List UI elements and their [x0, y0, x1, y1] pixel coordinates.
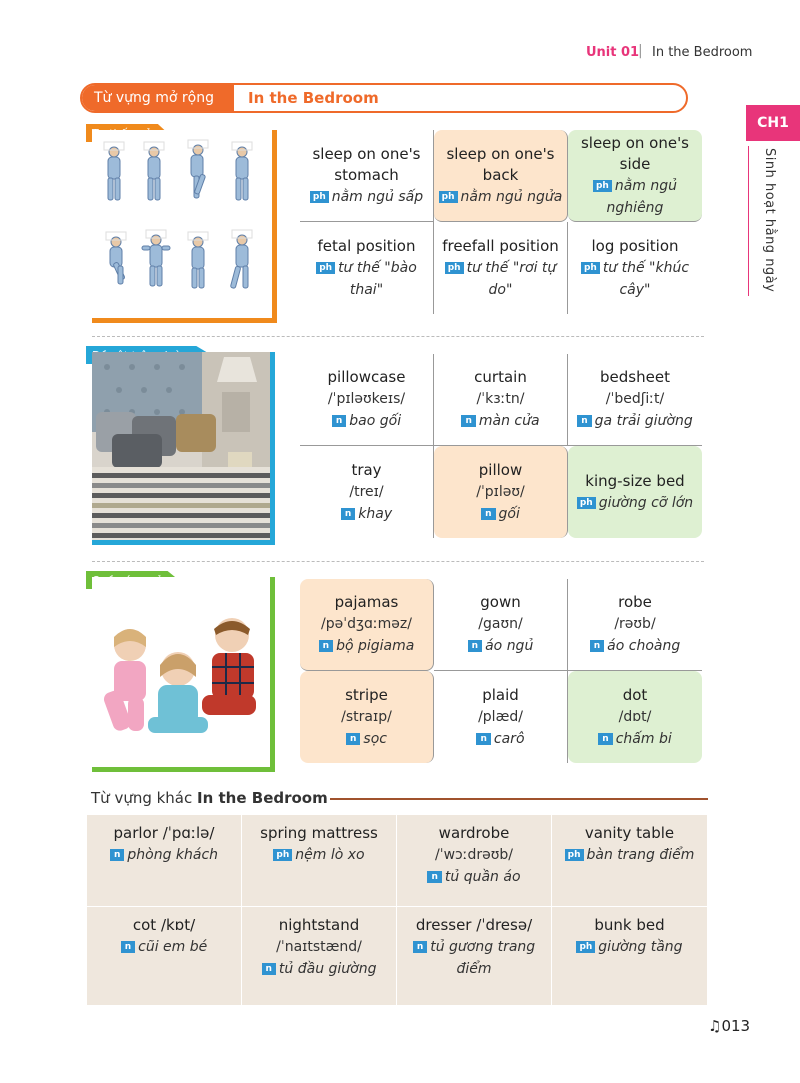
pos-badge: n [468, 640, 482, 652]
vocab-word: bunk bed [594, 916, 665, 934]
vocab-meaning: áo ngủ [485, 638, 534, 654]
pos-badge: ph [273, 849, 292, 861]
vocab-cell [300, 354, 434, 446]
pos-badge: ph [445, 262, 464, 274]
pos-badge: ph [310, 191, 329, 203]
banner-topic: In the Bedroom [248, 89, 379, 107]
children-icon [92, 577, 270, 767]
pos-badge: n [413, 941, 427, 953]
vocab-meaning: tủ quần áo [444, 869, 521, 885]
vocab-meaning: carô [493, 730, 525, 747]
vocab-word: bedsheet [600, 368, 670, 386]
vocab-grid-bed-items [300, 354, 702, 538]
other-vocab-table [87, 815, 707, 1005]
vocab-cell [300, 222, 434, 314]
pos-badge: ph [576, 941, 595, 953]
section-banner [80, 83, 688, 113]
vocab-meaning: phòng khách [127, 847, 219, 863]
vocab-ipa: /plæd/ [478, 708, 523, 725]
page-number: 013 [721, 1017, 751, 1035]
other-vocab-title [91, 789, 328, 807]
unit-label: Unit 01 [586, 45, 640, 60]
chapter-title: Sinh hoạt hằng ngày [762, 148, 777, 293]
sleeping-positions-illustration [92, 130, 277, 323]
vocab-word: freefall position [442, 236, 559, 255]
vocab-meaning: ga trải giường [594, 413, 693, 429]
vocab-meaning: chấm bi [615, 730, 672, 747]
page-number-area [708, 1017, 750, 1035]
vocab-meaning: tư thế "bào thai" [338, 259, 417, 298]
vocab-word: vanity table [584, 824, 675, 842]
vocab-ipa: /gaʊn/ [478, 616, 523, 632]
other-vocab-prefix: Từ vựng khác [91, 789, 193, 807]
vocab-meaning: cũi em bé [138, 939, 208, 955]
vocab-word: stripe [345, 685, 388, 704]
vocab-word: fetal position [317, 236, 416, 255]
vocab-ipa: /straɪp/ [341, 708, 392, 725]
vocab-meaning: bàn trang điểm [586, 847, 695, 863]
other-vocab-rule [330, 798, 708, 800]
vocab-meaning: giường tầng [598, 939, 683, 955]
pos-badge: ph [577, 497, 596, 509]
vocab-cell [300, 579, 434, 671]
vocab-meaning: bao gối [349, 413, 402, 429]
pos-badge: ph [316, 262, 335, 274]
pos-badge: n [590, 640, 604, 652]
vocab-cell [300, 130, 434, 222]
vocab-cell [568, 354, 702, 446]
vocab-meaning: tư thế "khúc cây" [602, 259, 690, 298]
vocab-cell [568, 222, 702, 314]
vocab-ipa: /treɪ/ [349, 483, 384, 500]
pos-badge: n [598, 733, 612, 745]
vocab-grid-sleep-positions [300, 130, 702, 314]
vocab-meaning: tư thế "rơi tự do" [466, 259, 557, 298]
pos-badge: ph [593, 180, 612, 192]
other-vocab-cell [552, 907, 707, 1005]
vocab-cell [568, 130, 702, 222]
pos-badge: n [481, 508, 495, 520]
vocab-word: sleep on one's back [446, 144, 555, 184]
vocab-ipa: /ˈdresə/ [476, 916, 533, 934]
vocab-ipa: /pəˈdʒɑːməz/ [321, 616, 412, 632]
pos-badge: n [427, 871, 441, 883]
vocab-ipa: /ˈpɑːlə/ [162, 824, 215, 842]
chapter-tab[interactable]: CH1 [746, 105, 800, 141]
vocab-word: king-size bed [585, 471, 685, 490]
vocab-word: pajamas [334, 593, 399, 611]
unit-title: In the Bedroom [652, 45, 753, 60]
sleeping-figures-icon [92, 130, 272, 318]
header-separator: | [638, 43, 643, 59]
other-vocab-cell [87, 815, 242, 907]
other-vocab-cell [242, 815, 397, 907]
vocab-word: log position [591, 236, 679, 255]
vocab-ipa: /ˈbedʃiːt/ [605, 391, 665, 407]
pos-badge: n [476, 733, 490, 745]
vocab-ipa: /rəʊb/ [614, 616, 656, 632]
vocab-cell [300, 671, 434, 763]
vocab-word: parlor [113, 824, 158, 842]
pos-badge: n [346, 733, 360, 745]
pos-badge: ph [581, 262, 600, 274]
other-vocab-cell [242, 907, 397, 1005]
vocab-meaning: nằm ngủ nghiêng [606, 177, 678, 216]
vocab-word: plaid [482, 685, 519, 704]
vocab-meaning: nằm ngủ sấp [331, 188, 424, 205]
vocab-word: spring mattress [260, 824, 378, 842]
other-vocab-topic: In the Bedroom [197, 789, 328, 807]
pos-badge: n [341, 508, 355, 520]
vocab-word: pillow [478, 460, 523, 479]
section-divider [92, 561, 704, 562]
vocab-meaning: màn cửa [478, 413, 540, 429]
vocab-word: dot [622, 685, 648, 704]
vocab-cell [568, 446, 702, 538]
vocab-word: nightstand [278, 916, 360, 934]
children-in-pajamas-photo [92, 577, 275, 772]
pos-badge: n [461, 415, 475, 427]
side-divider [748, 146, 749, 296]
vocab-word: cot [132, 916, 157, 934]
other-vocab-cell [397, 815, 552, 907]
section-divider [92, 336, 704, 337]
vocab-word: tray [351, 460, 382, 479]
vocab-meaning: khay [358, 505, 393, 522]
bed-with-pillows-photo [92, 352, 275, 545]
vocab-ipa: /kɒt/ [160, 916, 196, 934]
vocab-cell [434, 354, 568, 446]
pos-badge: n [332, 415, 346, 427]
vocab-meaning: bộ pigiama [336, 638, 415, 654]
vocab-cell [568, 579, 702, 671]
vocab-meaning: tủ gương trang điểm [430, 939, 536, 977]
vocab-word: sleep on one's side [580, 133, 690, 173]
pos-badge: n [262, 963, 276, 975]
pos-badge: n [577, 415, 591, 427]
vocab-cell [434, 671, 568, 763]
vocab-cell [434, 130, 568, 222]
vocab-meaning: gối [498, 505, 520, 522]
vocab-meaning: nằm ngủ ngửa [460, 188, 563, 205]
vocab-ipa: /dɒt/ [618, 708, 652, 725]
pos-badge: n [121, 941, 135, 953]
vocab-meaning: giường cỡ lớn [598, 494, 694, 511]
vocab-cell [434, 579, 568, 671]
pos-badge: ph [439, 191, 458, 203]
vocab-word: gown [480, 593, 521, 611]
vocab-cell [434, 446, 568, 538]
vocab-word: robe [618, 593, 652, 611]
vocab-cell [434, 222, 568, 314]
vocab-ipa: /ˈwɔːdrəʊb/ [435, 847, 513, 863]
vocab-word: wardrobe [438, 824, 510, 842]
vocab-word: curtain [474, 368, 527, 386]
pos-badge: n [319, 640, 333, 652]
vocab-meaning: sọc [363, 730, 387, 747]
vocab-ipa: /ˈkɜːtn/ [476, 391, 525, 407]
vocab-cell [568, 671, 702, 763]
vocab-meaning: áo choàng [607, 638, 681, 654]
other-vocab-cell [87, 907, 242, 1005]
vocab-cell [300, 446, 434, 538]
other-vocab-cell [397, 907, 552, 1005]
vocab-meaning: nệm lò xo [295, 847, 365, 863]
vocab-ipa: /ˈnaɪtstænd/ [276, 939, 362, 955]
vocab-ipa: /ˈpɪləʊkeɪs/ [327, 391, 406, 407]
vocab-word: dresser [415, 916, 472, 934]
music-note-icon[interactable]: ♫ [708, 1017, 722, 1035]
bed-icon [92, 352, 270, 540]
other-vocab-cell [552, 815, 707, 907]
vocab-meaning: tủ đầu giường [278, 961, 377, 977]
pos-badge: ph [565, 849, 584, 861]
vocab-grid-sleepwear [300, 579, 702, 763]
vocab-word: pillowcase [327, 368, 406, 386]
pos-badge: n [110, 849, 124, 861]
banner-label: Từ vựng mở rộng [82, 85, 234, 111]
vocab-ipa: /ˈpɪləʊ/ [476, 483, 525, 500]
vocab-word: sleep on one's stomach [312, 144, 421, 184]
